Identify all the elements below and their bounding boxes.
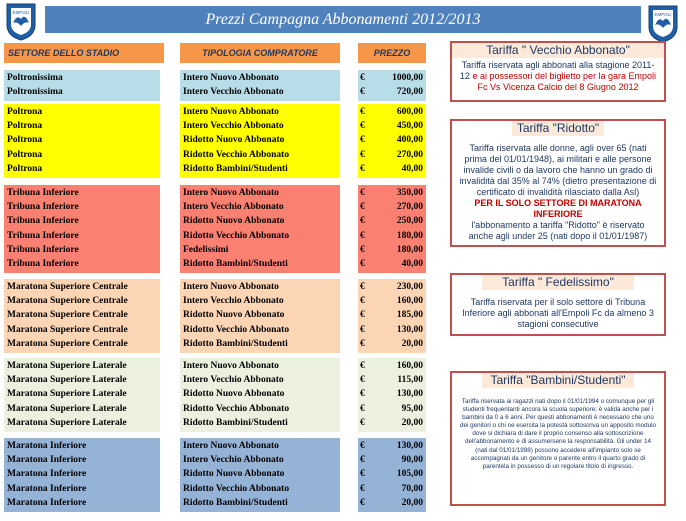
settore-cell: Tribuna Inferiore xyxy=(7,188,79,198)
euro-sign: € xyxy=(360,244,365,255)
tipologia-cell: Ridotto Vecchio Abbonato xyxy=(183,149,290,160)
box-ridotto-text: Tariffa riservata alle donne, agli over 65 (nati prima del 01/01/1948), ai militari e alle persone invalide civili o da lavoro che hanno un grado di invalidità dal 35% al 74% (dietro presentazione di certificato di invalidità rilasciato dalla Asl) PER IL SOLO SETTORE DI MARATONA INFERIORE l'abbonamento a tariffa "Ridotto" è riservato anche agli under 25 (nati dopo il 01/01/1987) xyxy=(459,143,657,241)
price-value: 20,00 xyxy=(401,417,423,428)
settore-cell: Maratona Inferiore xyxy=(7,469,87,480)
prezzo-cell xyxy=(358,308,426,322)
prezzo-cell xyxy=(358,496,426,510)
euro-sign: € xyxy=(360,403,365,414)
settore-cell: Maratona Inferiore xyxy=(7,455,87,466)
tipologia-cell: Ridotto Nuovo Abbonato xyxy=(183,135,285,146)
euro-sign: € xyxy=(360,469,365,480)
tipologia-cell: Ridotto Nuovo Abbonato xyxy=(183,310,285,321)
euro-sign: € xyxy=(360,87,365,98)
tipologia-cell: Ridotto Vecchio Abbonato xyxy=(183,324,290,335)
price-value: 20,00 xyxy=(401,497,423,508)
euro-sign: € xyxy=(360,202,365,213)
tipologia-cell: Intero Vecchio Abbonato xyxy=(183,121,284,132)
prezzo-cell xyxy=(358,373,426,387)
page-title: Prezzi Campagna Abbonamenti 2012/2013 xyxy=(45,6,641,33)
settore-cell: Maratona Superiore Laterale xyxy=(7,417,127,428)
tipologia-cell: Intero Nuovo Abbonato xyxy=(183,73,279,83)
euro-sign: € xyxy=(360,375,365,386)
box-bambini-title: Tariffa "Bambini/Studenti" xyxy=(482,373,634,388)
euro-sign: € xyxy=(360,259,365,269)
euro-sign: € xyxy=(360,163,365,174)
settore-cell: Poltrona xyxy=(7,163,43,174)
tipologia-cell: Ridotto Bambini/Studenti xyxy=(183,417,288,428)
prezzo-cell xyxy=(358,467,426,481)
settore-cell: Maratona Superiore Centrale xyxy=(7,310,128,321)
settore-cell: Maratona Superiore Centrale xyxy=(7,338,128,349)
settore-cell: Tribuna Inferiore xyxy=(7,202,79,213)
empoli-logo-right xyxy=(646,3,680,43)
euro-sign: € xyxy=(360,188,365,198)
euro-sign: € xyxy=(360,216,365,227)
price-value: 270,00 xyxy=(396,149,423,160)
header-settore: SETTORE DELLO STADIO xyxy=(4,43,164,63)
prezzo-cell xyxy=(358,280,426,294)
tipologia-cell: Ridotto Bambini/Studenti xyxy=(183,163,288,174)
tipologia-cell: Intero Nuovo Abbonato xyxy=(183,188,279,198)
box-vecchio-abbonato xyxy=(450,41,666,102)
settore-cell: Maratona Superiore Laterale xyxy=(7,375,127,386)
box-ridotto-title: Tariffa "Ridotto" xyxy=(512,121,604,136)
prezzo-cell xyxy=(358,148,426,162)
settore-cell: Poltrona xyxy=(7,121,43,132)
euro-sign: € xyxy=(360,149,365,160)
prezzo-cell xyxy=(358,105,426,119)
price-value: 230,00 xyxy=(396,282,423,292)
price-value: 130,00 xyxy=(396,441,423,451)
tipologia-cell: Intero Vecchio Abbonato xyxy=(183,375,284,386)
box-bambini-text: Tariffa riservata ai ragazzi nati dopo il 01/01/1994 o comunque per gli studenti frequentanti ancora la scuola superiore; è valida anche per i bambini da 0 a 6 anni. Per questi abbonamenti è necessario che uno dei genitori o chi ne esercita la potestà sottoscriva un apposito modulo dove si dichiara di dare il proprio consenso alla sottoscrizione dell'abbonamento e di assumersene la responsabilità. Gli under 14 (nati dal 01/01/1998) possono accedere all'impianto solo se accompagnati da un genitore o parente entro il quarto grado di parentela in possesso di un regolare titolo di ingresso. xyxy=(459,398,657,470)
prezzo-cell xyxy=(358,200,426,214)
tipologia-cell: Ridotto Vecchio Abbonato xyxy=(183,483,290,494)
tipologia-cell: Fedelissimi xyxy=(183,244,229,255)
prezzo-cell xyxy=(358,229,426,243)
prezzo-cell xyxy=(358,257,426,271)
tipologia-cell: Intero Vecchio Abbonato xyxy=(183,202,284,213)
empoli-logo-left xyxy=(4,1,38,41)
prezzo-cell xyxy=(358,453,426,467)
price-value: 185,00 xyxy=(396,310,423,321)
price-value: 90,00 xyxy=(401,455,423,466)
settore-cell: Maratona Superiore Centrale xyxy=(7,282,128,292)
tipologia-cell: Ridotto Nuovo Abbonato xyxy=(183,216,285,227)
euro-sign: € xyxy=(360,121,365,132)
tipologia-cell: Intero Vecchio Abbonato xyxy=(183,87,284,98)
prezzo-cell xyxy=(358,133,426,147)
tipologia-cell: Intero Vecchio Abbonato xyxy=(183,455,284,466)
euro-sign: € xyxy=(360,455,365,466)
settore-cell: Maratona Inferiore xyxy=(7,441,87,451)
price-value: 130,00 xyxy=(396,324,423,335)
euro-sign: € xyxy=(360,310,365,321)
price-value: 160,00 xyxy=(396,296,423,307)
settore-cell: Tribuna Inferiore xyxy=(7,216,79,227)
prezzo-cell xyxy=(358,85,426,99)
price-value: 40,00 xyxy=(401,163,423,174)
tipologia-cell: Ridotto Nuovo Abbonato xyxy=(183,469,285,480)
euro-sign: € xyxy=(360,441,365,451)
settore-cell: Poltronissima xyxy=(7,73,63,83)
header-tipologia: TIPOLOGIA COMPRATORE xyxy=(180,43,340,63)
euro-sign: € xyxy=(360,497,365,508)
box-fedelissimo xyxy=(450,273,666,336)
tipologia-cell: Intero Vecchio Abbonato xyxy=(183,296,284,307)
prezzo-cell xyxy=(358,416,426,430)
prezzo-cell xyxy=(358,402,426,416)
settore-cell: Maratona Superiore Laterale xyxy=(7,389,127,400)
prezzo-cell xyxy=(358,359,426,373)
settore-cell: Maratona Superiore Centrale xyxy=(7,296,128,307)
settore-cell: Tribuna Inferiore xyxy=(7,230,79,241)
tipologia-cell: Intero Nuovo Abbonato xyxy=(183,282,279,292)
price-value: 720,00 xyxy=(396,87,423,98)
euro-sign: € xyxy=(360,483,365,494)
tipologia-cell: Ridotto Bambini/Studenti xyxy=(183,497,288,508)
svg-text:EMPOLI: EMPOLI xyxy=(654,12,672,17)
prezzo-cell xyxy=(358,119,426,133)
price-value: 350,00 xyxy=(396,188,423,198)
euro-sign: € xyxy=(360,338,365,349)
prezzo-cell xyxy=(358,387,426,401)
price-value: 160,00 xyxy=(396,361,423,371)
price-value: 180,00 xyxy=(396,244,423,255)
tipologia-cell: Intero Nuovo Abbonato xyxy=(183,361,279,371)
box-ridotto xyxy=(450,119,666,247)
prezzo-cell xyxy=(358,186,426,200)
prezzo-cell xyxy=(358,243,426,257)
prezzo-cell xyxy=(358,482,426,496)
header-prezzo: PREZZO xyxy=(358,43,426,63)
prezzo-cell xyxy=(358,294,426,308)
prezzo-cell xyxy=(358,337,426,351)
tipologia-cell: Intero Nuovo Abbonato xyxy=(183,441,279,451)
tipologia-cell: Ridotto Vecchio Abbonato xyxy=(183,403,290,414)
svg-text:EMPOLI: EMPOLI xyxy=(12,10,30,15)
settore-cell: Maratona Inferiore xyxy=(7,497,87,508)
price-value: 600,00 xyxy=(396,107,423,117)
prezzo-cell xyxy=(358,439,426,453)
settore-cell: Poltrona xyxy=(7,107,43,117)
tipologia-cell: Ridotto Bambini/Studenti xyxy=(183,259,288,269)
prezzo-cell xyxy=(358,214,426,228)
price-value: 1000,00 xyxy=(392,73,423,83)
tipologia-cell: Ridotto Vecchio Abbonato xyxy=(183,230,290,241)
settore-cell: Poltrona xyxy=(7,135,43,146)
settore-cell: Maratona Superiore Centrale xyxy=(7,324,128,335)
euro-sign: € xyxy=(360,282,365,292)
prezzo-cell xyxy=(358,162,426,176)
price-value: 40,00 xyxy=(401,259,423,269)
price-value: 130,00 xyxy=(396,389,423,400)
box-bambini-studenti xyxy=(450,371,666,506)
price-value: 20,00 xyxy=(401,338,423,349)
tipologia-cell: Ridotto Bambini/Studenti xyxy=(183,338,288,349)
prezzo-cell xyxy=(358,323,426,337)
box-vecchio-text: Tariffa riservata agli abbonati alla stagione 2011-12 e ai possessori del biglietto per la gara Empoli Fc Vs Vicenza Calcio del 8 Giugno 2012 xyxy=(459,60,657,92)
euro-sign: € xyxy=(360,324,365,335)
box-fedelissimo-title: Tariffa " Fedelissimo" xyxy=(482,275,634,290)
euro-sign: € xyxy=(360,135,365,146)
settore-cell: Poltrona xyxy=(7,149,43,160)
euro-sign: € xyxy=(360,389,365,400)
price-value: 400,00 xyxy=(396,135,423,146)
prezzo-cell xyxy=(358,71,426,85)
price-value: 250,00 xyxy=(396,216,423,227)
price-value: 95,00 xyxy=(401,403,423,414)
settore-cell: Maratona Superiore Laterale xyxy=(7,361,127,371)
settore-cell: Maratona Inferiore xyxy=(7,483,87,494)
tipologia-cell: Intero Nuovo Abbonato xyxy=(183,107,279,117)
euro-sign: € xyxy=(360,417,365,428)
settore-cell: Poltronissima xyxy=(7,87,63,98)
tipologia-cell: Ridotto Nuovo Abbonato xyxy=(183,389,285,400)
settore-cell: Maratona Superiore Laterale xyxy=(7,403,127,414)
euro-sign: € xyxy=(360,230,365,241)
box-fedelissimo-text: Tariffa riservata per il solo settore di Tribuna Inferiore agli abbonati all'Empoli Fc da almeno 3 stagioni consecutive xyxy=(462,297,654,329)
price-value: 450,00 xyxy=(396,121,423,132)
euro-sign: € xyxy=(360,361,365,371)
settore-cell: Tribuna Inferiore xyxy=(7,244,79,255)
box-vecchio-title: Tariffa " Vecchio Abbonato" xyxy=(452,43,664,58)
price-value: 105,00 xyxy=(396,469,423,480)
settore-cell: Tribuna Inferiore xyxy=(7,259,79,269)
euro-sign: € xyxy=(360,73,365,83)
euro-sign: € xyxy=(360,107,365,117)
price-value: 180,00 xyxy=(396,230,423,241)
euro-sign: € xyxy=(360,296,365,307)
price-value: 115,00 xyxy=(397,375,423,386)
price-value: 70,00 xyxy=(401,483,423,494)
price-value: 270,00 xyxy=(396,202,423,213)
